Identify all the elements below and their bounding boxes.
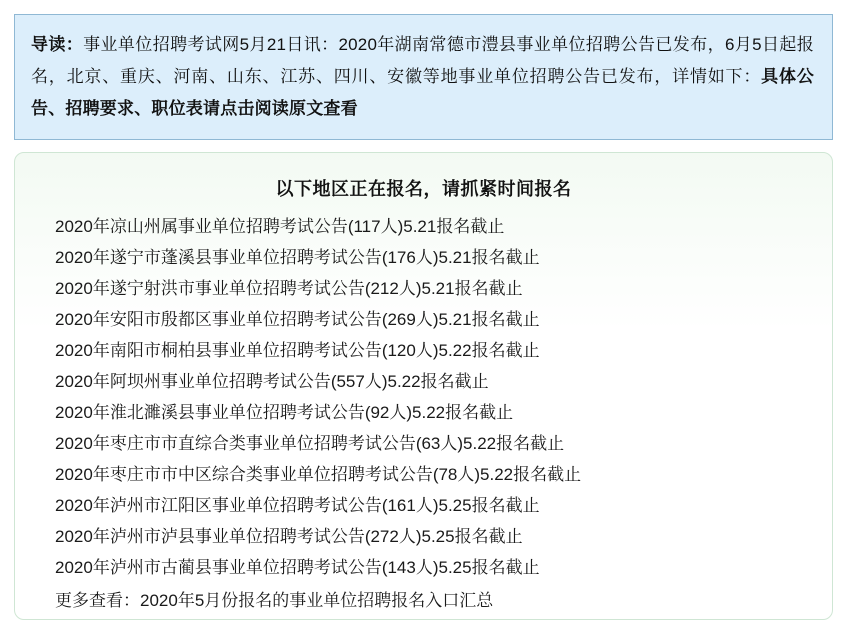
list-item[interactable]: 2020年遂宁射洪市事业单位招聘考试公告(212人)5.21报名截止 bbox=[55, 279, 523, 298]
list-item[interactable]: 2020年泸州市古蔺县事业单位招聘考试公告(143人)5.25报名截止 bbox=[55, 558, 540, 577]
lead-strong-note: 具体公告、招聘要求、职位表请点击阅读原文查看 bbox=[31, 67, 814, 118]
list-item[interactable]: 2020年遂宁市蓬溪县事业单位招聘考试公告(176人)5.21报名截止 bbox=[55, 248, 540, 267]
lead-paragraph bbox=[31, 29, 814, 125]
list-item[interactable]: 2020年阿坝州事业单位招聘考试公告(557人)5.22报名截止 bbox=[55, 372, 489, 391]
lead-label: 导读： bbox=[31, 35, 84, 54]
more-line bbox=[55, 585, 792, 616]
list-item[interactable]: 2020年泸州市泸县事业单位招聘考试公告(272人)5.25报名截止 bbox=[55, 527, 523, 546]
more-link[interactable]: 2020年5月份报名的事业单位招聘报名入口汇总 bbox=[140, 591, 494, 610]
list-item[interactable]: 2020年凉山州属事业单位招聘考试公告(117人)5.21报名截止 bbox=[55, 217, 505, 236]
list-title: 以下地区正在报名，请抓紧时间报名 bbox=[275, 179, 572, 199]
announcement-list bbox=[55, 211, 792, 583]
list-item[interactable]: 2020年泸州市江阳区事业单位招聘考试公告(161人)5.25报名截止 bbox=[55, 496, 540, 515]
more-label: 更多查看： bbox=[55, 591, 140, 610]
list-item[interactable]: 2020年南阳市桐柏县事业单位招聘考试公告(120人)5.22报名截止 bbox=[55, 341, 540, 360]
announcement-list-card bbox=[14, 152, 833, 620]
lead-body: 事业单位招聘考试网5月21日讯：2020年湖南常德市澧县事业单位招聘公告已发布，6月5日起报名，北京、重庆、河南、山东、江苏、四川、安徽等地事业单位招聘公告已发布，详情如下： bbox=[31, 35, 814, 86]
list-item[interactable]: 2020年安阳市殷都区事业单位招聘考试公告(269人)5.21报名截止 bbox=[55, 310, 540, 329]
list-item[interactable]: 2020年枣庄市市中区综合类事业单位招聘考试公告(78人)5.22报名截止 bbox=[55, 465, 582, 484]
list-item[interactable]: 2020年枣庄市市直综合类事业单位招聘考试公告(63人)5.22报名截止 bbox=[55, 434, 565, 453]
lead-callout-box bbox=[14, 14, 833, 140]
list-item[interactable]: 2020年淮北濉溪县事业单位招聘考试公告(92人)5.22报名截止 bbox=[55, 403, 514, 422]
